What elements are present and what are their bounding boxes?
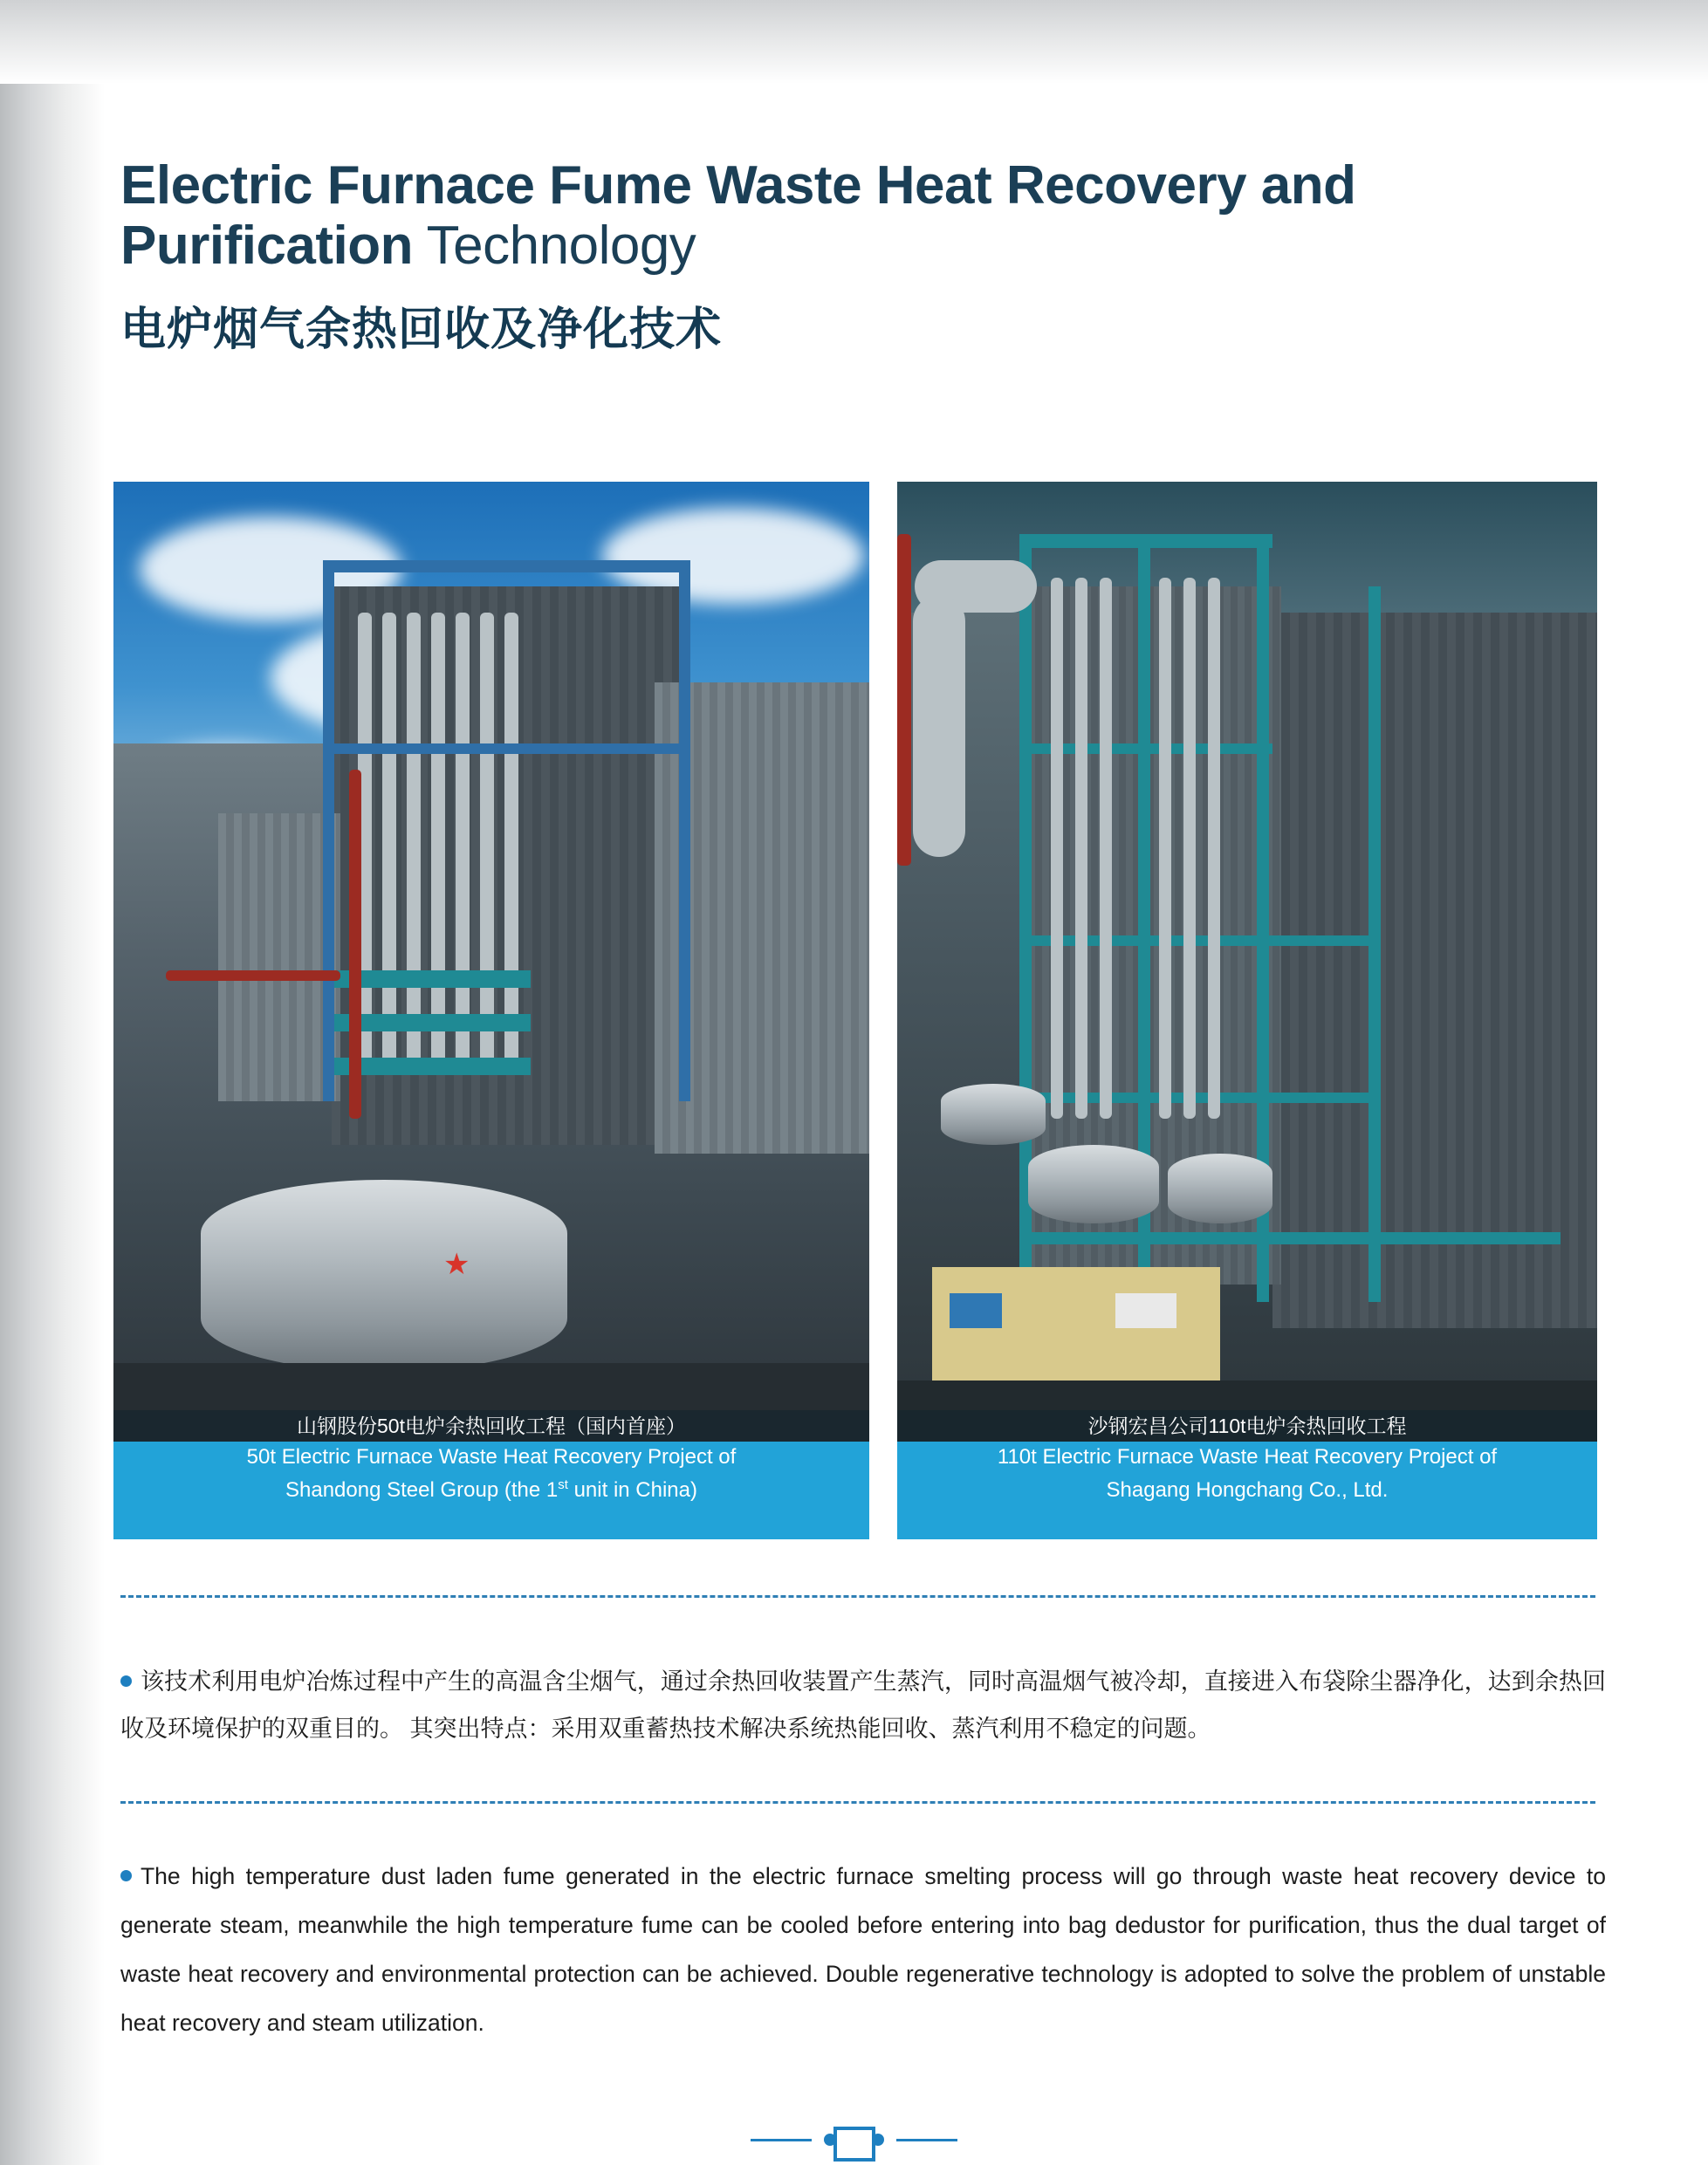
pipe bbox=[480, 613, 494, 1066]
pipe bbox=[1075, 578, 1087, 1119]
footer-line-left bbox=[751, 2139, 812, 2141]
steel-beam bbox=[1019, 935, 1381, 946]
caption-line-2-post: unit in China) bbox=[567, 1478, 697, 1502]
photo-caption-english bbox=[113, 1442, 869, 1539]
tank bbox=[941, 1084, 1046, 1145]
steel-column bbox=[679, 560, 690, 1101]
divider-top bbox=[120, 1595, 1595, 1598]
footer-dot-right bbox=[872, 2134, 884, 2146]
pipe bbox=[431, 613, 445, 1066]
title-english-bold: Electric Furnace Fume Waste Heat Recovery and Purification bbox=[120, 155, 1356, 277]
pipe bbox=[1183, 578, 1196, 1119]
paragraph-chinese-text: 该技术利用电炉冶炼过程中产生的高温含尘烟气，通过余热回收装置产生蒸汽，同时高温烟气被冷却，直接进入布袋除尘器净化，达到余热回收及环境保护的双重目的。 其突出特点：采用双重蓄热技术解决系统热能回收、蒸汽利用不稳定的问题。 bbox=[120, 1668, 1606, 1742]
steel-column bbox=[323, 560, 334, 1101]
steel-beam bbox=[323, 743, 689, 754]
bullet-icon bbox=[120, 1675, 132, 1687]
title-chinese: 电炉烟气余热回收及净化技术 bbox=[120, 304, 723, 355]
photo-caption-english bbox=[897, 1442, 1597, 1539]
pipe bbox=[1159, 578, 1171, 1119]
caption-line-2 bbox=[113, 1471, 869, 1504]
steel-beam bbox=[1019, 1093, 1381, 1103]
caption-line-2-pre: Shandong Steel Group (the 1 bbox=[285, 1478, 559, 1502]
photo-shandong-steel bbox=[113, 482, 869, 1539]
photo-shagang-hongchang-image bbox=[897, 482, 1597, 1442]
tank bbox=[1168, 1154, 1272, 1223]
red-pipe bbox=[897, 534, 911, 866]
signboard bbox=[1115, 1293, 1176, 1328]
red-star-mark: ★ bbox=[443, 1248, 470, 1281]
steel-beam bbox=[323, 560, 689, 572]
steel-beam bbox=[1019, 1232, 1561, 1244]
signboard bbox=[950, 1293, 1002, 1328]
photo-caption-chinese: 山钢股份50t电炉余热回收工程（国内首座） bbox=[113, 1410, 869, 1442]
pipe bbox=[1051, 578, 1063, 1119]
top-gradient-band bbox=[0, 0, 1708, 84]
pipe bbox=[1100, 578, 1112, 1119]
footer-line-right bbox=[896, 2139, 957, 2141]
steam-drum-tank bbox=[201, 1180, 567, 1372]
red-pipe bbox=[166, 970, 340, 981]
tank bbox=[1028, 1145, 1159, 1223]
steel-beam bbox=[1019, 534, 1272, 548]
footer-glyph-icon bbox=[833, 2127, 875, 2162]
caption-line-1: 110t Electric Furnace Waste Heat Recovery Project of bbox=[997, 1445, 1498, 1469]
pipe bbox=[407, 613, 421, 1066]
pipe bbox=[1208, 578, 1220, 1119]
plant-wall bbox=[1272, 613, 1597, 1328]
pipe bbox=[456, 613, 470, 1066]
title-english bbox=[120, 155, 1604, 277]
divider-middle bbox=[120, 1801, 1595, 1804]
caption-line-2 bbox=[897, 1471, 1597, 1504]
caption-line-1: 50t Electric Furnace Waste Heat Recovery Project of bbox=[246, 1445, 737, 1469]
paragraph-chinese bbox=[120, 1658, 1606, 1752]
photo-gallery bbox=[113, 482, 1597, 1539]
photo-shagang-hongchang bbox=[897, 482, 1597, 1539]
side-building bbox=[218, 813, 340, 1101]
paragraph-english-text: The high temperature dust laden fume generated in the electric furnace smelting process will go through waste heat recovery device to generate steam, meanwhile the high temperature fume can be cooled before entering into bag dedustor for purification, thus the dual target of waste heat recovery and environmental protection can be achieved. Double regenerative technology is adopted to solve the problem of unstable heat recovery and steam utilization. bbox=[120, 1863, 1606, 2036]
photo-shandong-steel-image bbox=[113, 482, 869, 1442]
pipe bbox=[504, 613, 518, 1066]
photo-caption-chinese: 沙钢宏昌公司110t电炉余热回收工程 bbox=[897, 1410, 1597, 1442]
page-title bbox=[120, 155, 1604, 358]
left-gradient-band bbox=[0, 0, 105, 2165]
pipe bbox=[382, 613, 396, 1066]
footer-ornament bbox=[0, 2113, 1708, 2165]
title-english-light: Technology bbox=[413, 216, 696, 277]
caption-ordinal-suffix: st bbox=[558, 1477, 568, 1492]
paragraph-english bbox=[120, 1852, 1606, 2047]
red-pipe bbox=[349, 770, 361, 1119]
duct bbox=[913, 595, 965, 857]
bullet-icon bbox=[120, 1870, 132, 1881]
caption-line-2-pre: Shagang Hongchang Co., Ltd. bbox=[1106, 1478, 1389, 1502]
